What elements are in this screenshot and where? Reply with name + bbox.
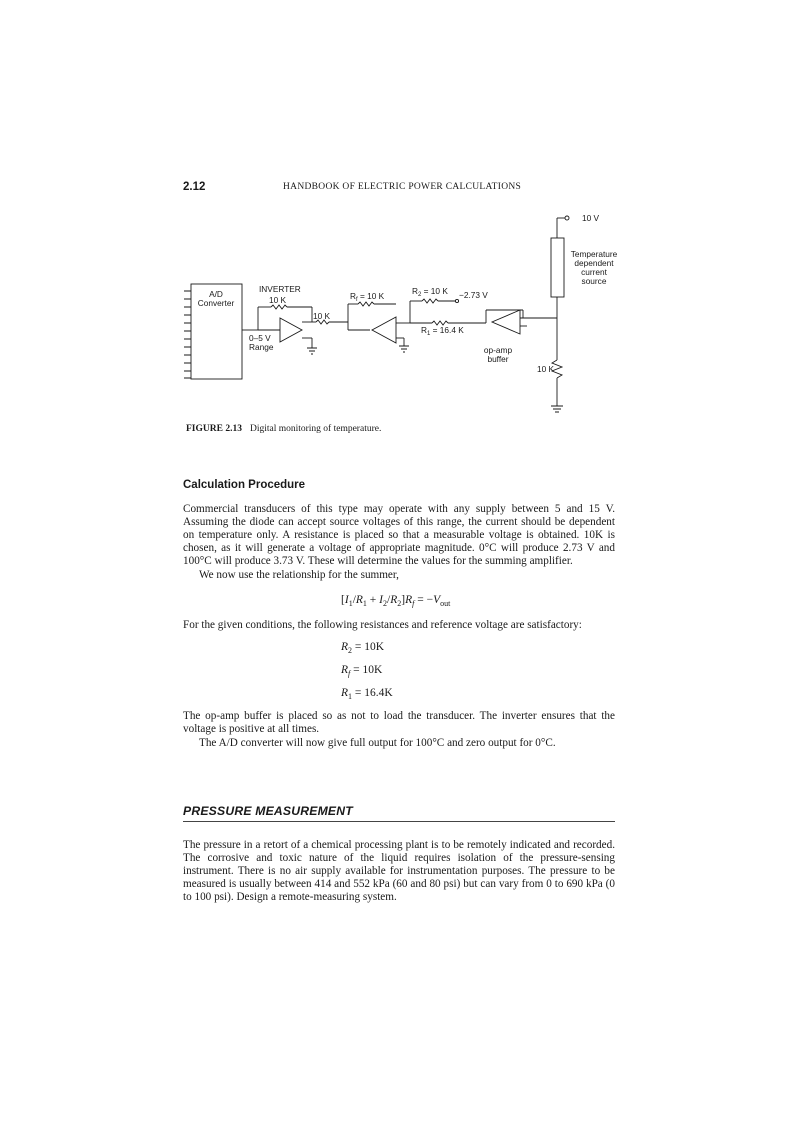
source-label-2: dependent [574,258,614,268]
adc-label-2: Converter [197,298,235,308]
adc-output-pins [184,291,191,378]
source-label-1: Temperature [570,249,618,259]
reference-voltage-label: −2.73 V [459,290,488,300]
inverter-feedback-resistor [271,305,287,309]
page-number: 2.12 [183,181,206,193]
pressure-paragraph: The pressure in a retort of a chemical processing plant is to be remotely indicated and recorded. The corrosive and toxic nature of the liquid requires isolation of the pressure-sensing instrument. There is no air supply available for instrumentation purposes. The pressure to be measured is usually between 414 and 552 kPa (60 and 80 psi) but can vary from 0 to 690 kPa (0 to 100 psi). Design a remote-measuring system. [183,839,615,904]
r2-resistor [422,299,438,303]
calc-paragraph-3: For the given conditions, the following resistances and reference voltage are satisfactory: [183,619,582,631]
equation-r2: $R_2 = 10K$ [341,641,385,655]
equation-rf: $R_f = 10K$ [341,664,383,678]
range-label-2: Range [249,342,274,352]
inverter-input-value: 10 K [313,311,331,321]
buffer-label-1: op-amp [483,345,513,355]
inverter-feedback-value: 10 K [269,295,287,305]
figure-caption-text: Digital monitoring of temperature. [249,424,382,434]
r2-label: $R_2 = 10$ K [412,286,448,298]
calc-paragraph-5: The A/D converter will now give full output for 100°C and zero output for 0°C. [199,737,556,749]
figure-caption-label: FIGURE 2.13 [186,424,242,434]
equation-r1: $R_1 = 16.4K$ [341,687,393,701]
inverter-opamp [280,318,302,342]
buffer-label-2: buffer [487,354,509,364]
summing-opamp [372,317,396,343]
supply-label: 10 V [582,213,600,223]
inverter-label: INVERTER [259,284,301,294]
calc-paragraph-4: The op-amp buffer is placed so as not to load the transducer. The inverter ensures that the voltage is positive at all times. [183,710,615,736]
pressure-heading: PRESSURE MEASUREMENT [183,804,353,818]
section-rule [183,821,615,822]
buffer-opamp [492,310,520,334]
r1-label: $R_1 = 16.4$ K [421,325,464,337]
circuit-figure [175,208,625,420]
rf-label: $R_f = 10$ K [350,291,385,303]
circuit-diagram [175,208,625,420]
calc-paragraph-2: We now use the relationship for the summer, [199,569,399,581]
page-header [183,181,613,197]
ground-symbol [551,406,563,412]
source-label-4: source [581,276,607,286]
running-head: HANDBOOK OF ELECTRIC POWER CALCULATIONS [283,182,522,192]
summer-equation: $[I_1/R_1 + I_2/R_2]R_f = -V_{out}$ [341,594,451,608]
summer-feedback-resistor [358,302,374,306]
calculation-heading: Calculation Procedure [183,479,306,491]
circuit-wiring [184,216,569,412]
circuit-labels [198,213,618,374]
supply-terminal [565,216,569,220]
range-label-1: 0–5 V [249,333,271,343]
figure-caption [186,424,381,434]
load-resistor-label: 10 K [537,364,555,374]
source-label-3: current [581,267,607,277]
calc-paragraph-1: Commercial transducers of this type may operate with any supply between 5 and 15 V. Assuming the diode can accept source voltages of this range, the current should be dependent on temperature only. A resistance is placed so that a measurable voltage is obtained. 10K is chosen, as it will generate a voltage of appropriate magnitude. 0°C will produce 2.73 V and 100°C will produce 3.73 V. These will determine the values for the summing amplifier. [183,503,615,568]
current-source [551,238,564,297]
adc-label-1: A/D [209,289,223,299]
